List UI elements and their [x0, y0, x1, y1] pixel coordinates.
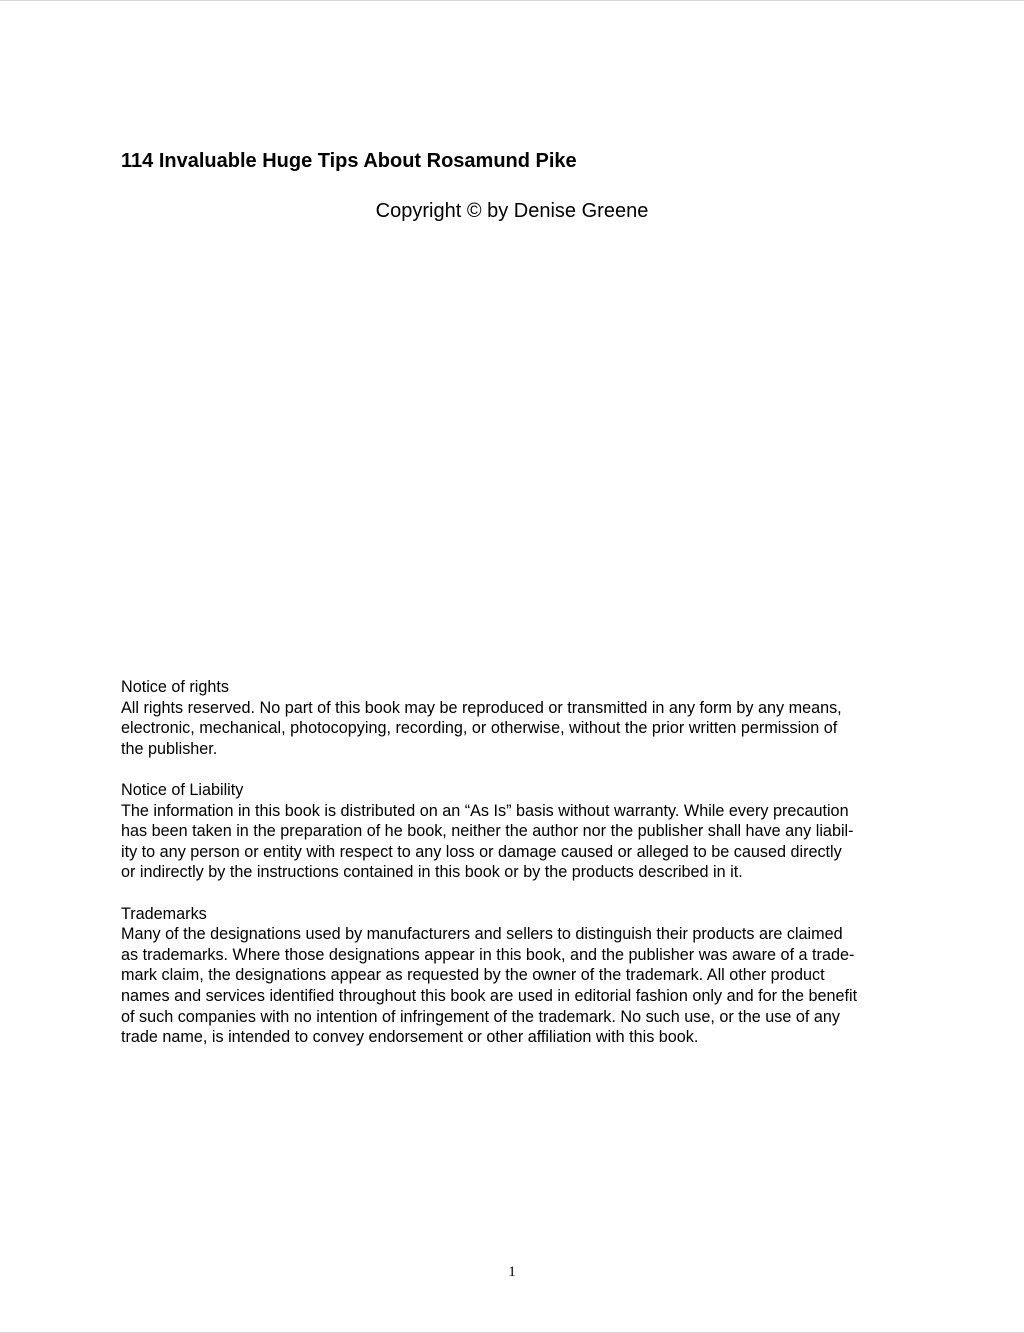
- page-number: 1: [508, 1264, 516, 1280]
- copyright-line: Copyright © by Denise Greene: [375, 200, 649, 222]
- notice-line: as trademarks. Where those designations appear in this book, and the publisher was aware of a trade-: [121, 945, 855, 964]
- notice-line: electronic, mechanical, photocopying, recording, or otherwise, without the prior written permission of: [121, 719, 838, 738]
- notice-heading: Notice of rights: [121, 678, 229, 696]
- notice-line: ity to any person or entity with respect to any loss or damage caused or alleged to be caused directly: [121, 842, 842, 861]
- notice-line: of such companies with no intention of infringement of the trademark. No such use, or the use of any: [121, 1007, 840, 1026]
- notice-line: trade name, is intended to convey endorsement or other affiliation with this book.: [121, 1028, 699, 1047]
- notice-trademarks: [121, 904, 911, 1048]
- notice-of-rights: [121, 677, 911, 759]
- notice-line: mark claim, the designations appear as requested by the owner of the trademark. All other product: [121, 966, 825, 985]
- notice-body: [121, 924, 911, 1048]
- notice-body: [121, 801, 911, 883]
- notice-line: Many of the designations used by manufacturers and sellers to distinguish their products are claimed: [121, 925, 843, 944]
- notice-line: The information in this book is distributed on an “As Is” basis without warranty. While every precaution: [121, 801, 849, 820]
- notice-line: names and services identified throughout this book are used in editorial fashion only and for the benefit: [121, 986, 858, 1005]
- notice-heading: Trademarks: [121, 904, 207, 923]
- notice-line: All rights reserved. No part of this book may be reproduced or transmitted in any form by any means,: [121, 698, 842, 717]
- legal-notices: [121, 677, 911, 1068]
- book-title: 114 Invaluable Huge Tips About Rosamund Pike: [121, 150, 577, 172]
- notice-line: has been taken in the preparation of he book, neither the author nor the publisher shall have any liabil-: [121, 822, 854, 841]
- notice-heading: Notice of Liability: [121, 780, 244, 799]
- notice-line: the publisher.: [121, 739, 218, 758]
- notice-body: [121, 698, 911, 760]
- notice-line: or indirectly by the instructions contained in this book or by the products described in it.: [121, 863, 743, 882]
- notice-of-liability: [121, 780, 911, 883]
